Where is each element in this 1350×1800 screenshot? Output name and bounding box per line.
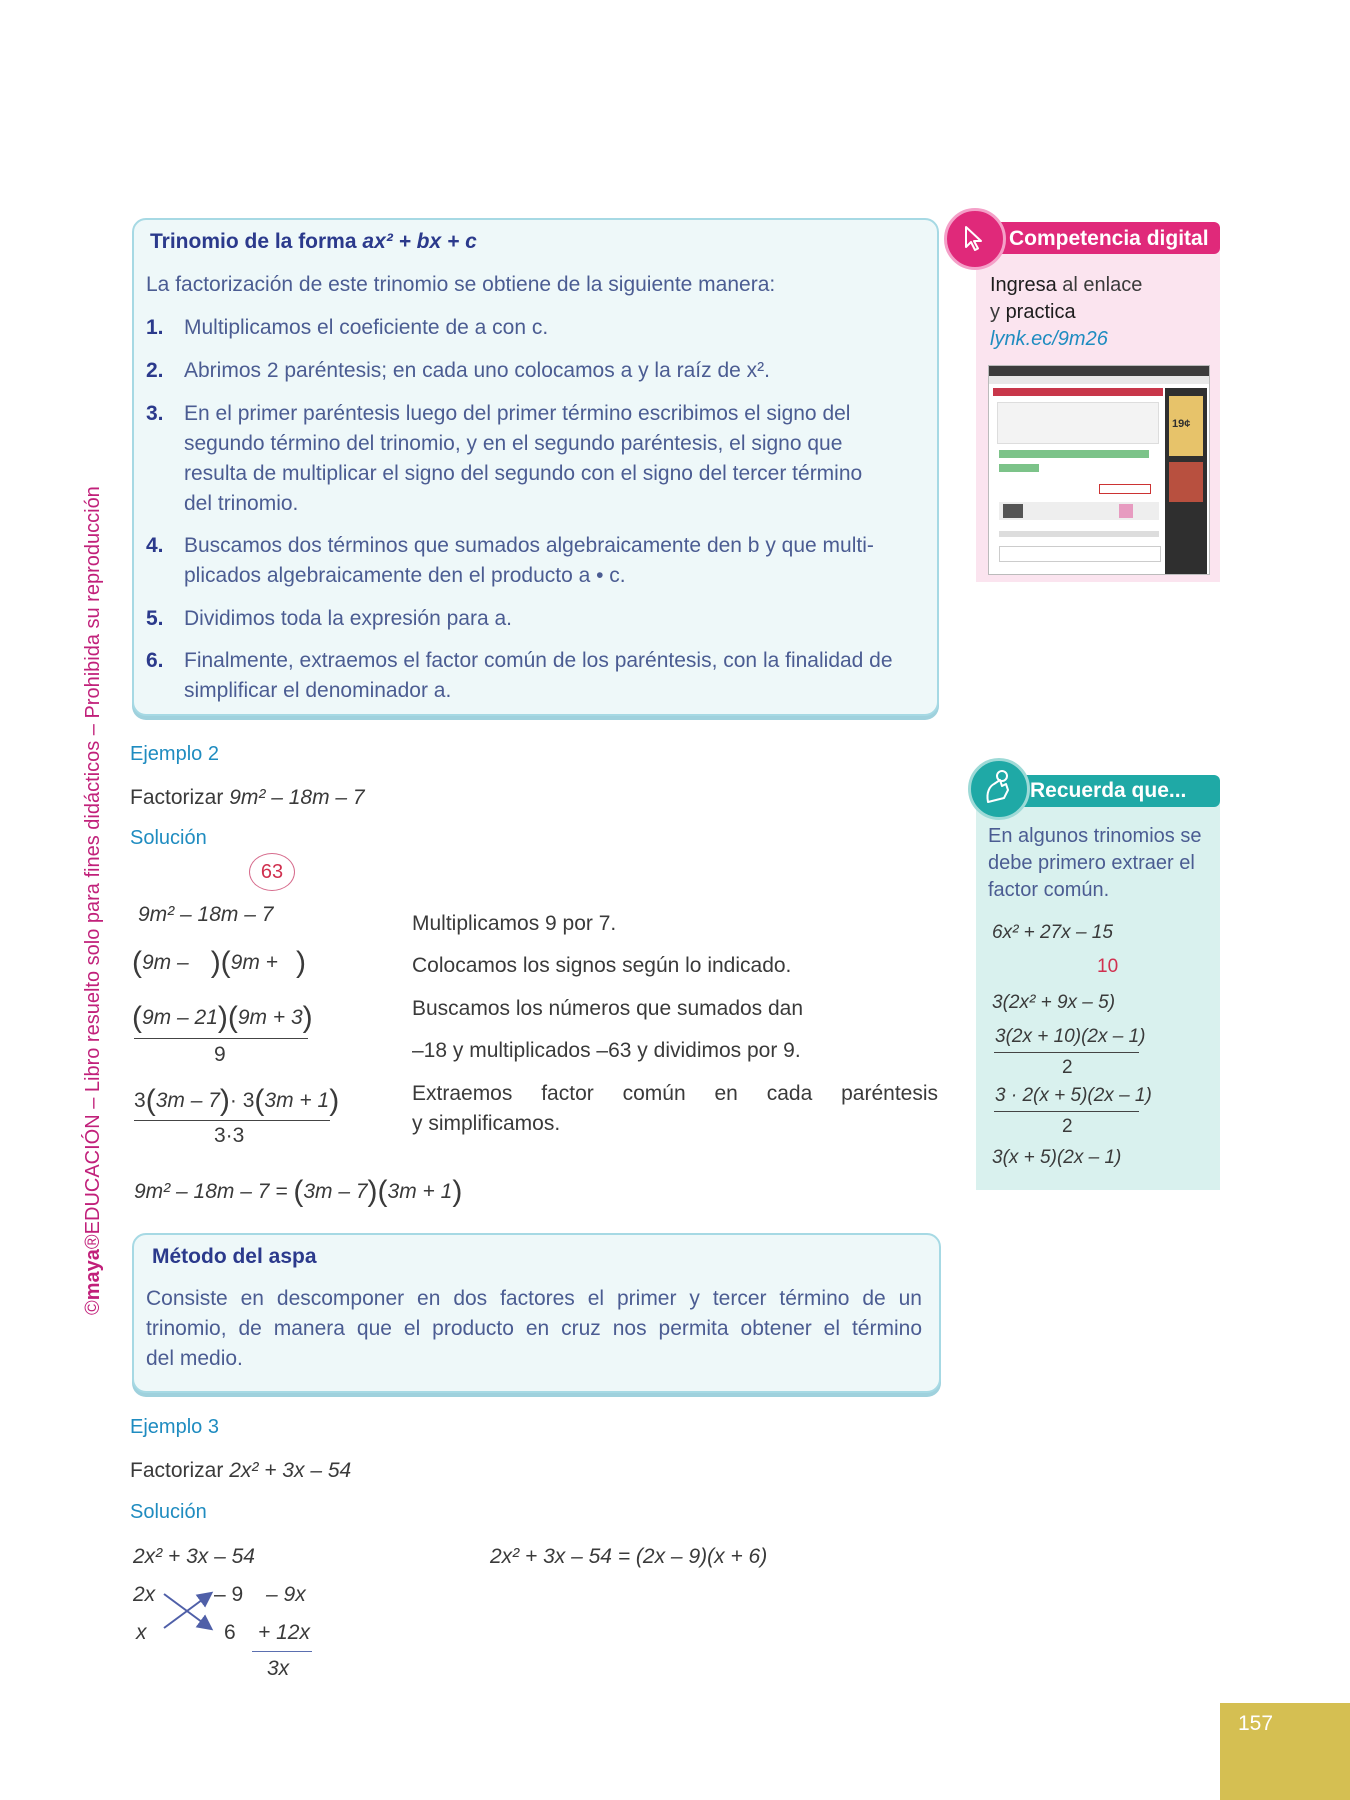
trinomio-step-5 (146, 604, 926, 634)
explanation-3: Buscamos los números que sumados dan (412, 997, 804, 1020)
factor-one: 3m – 7 (155, 1089, 220, 1112)
practica-word: practica (1005, 301, 1076, 323)
page-number: 157 (1238, 1712, 1274, 1735)
copyright-symbol: © (82, 1300, 104, 1315)
step-number: 1. (146, 316, 164, 339)
recuerda-expr-3-bar (994, 1052, 1139, 1053)
result-factor-one: 3m – 7 (303, 1180, 368, 1203)
trinomio-step-4 (146, 531, 926, 591)
reminder-finger-icon (980, 768, 1016, 806)
example2-line1: 9m² – 18m – 7 (138, 903, 274, 926)
factor-coefficient: 3 (134, 1089, 146, 1112)
trinomio-step-6 (146, 646, 936, 706)
aspa-sum: 3x (267, 1657, 290, 1680)
example3-task (130, 1459, 351, 1483)
aspa-row1-left: 2x (133, 1583, 156, 1606)
recuerda-expr-4-numerator: 3 · 2(x + 5)(2x – 1) (995, 1085, 1152, 1106)
step-line: Dividimos toda la expresión para a. (184, 607, 513, 630)
example2-line3-denominator: 9 (214, 1043, 226, 1066)
factor-two: 3m + 1 (264, 1089, 330, 1112)
competencia-line1 (990, 274, 1142, 297)
registered-symbol: ® (82, 1234, 104, 1250)
thumb-ad-image (1169, 462, 1203, 502)
y-text: y (990, 301, 1006, 323)
explanation-4: –18 y multiplicados –63 y dividimos por 9. (412, 1039, 801, 1062)
recuerda-line-2: debe primero extraer el (988, 852, 1195, 874)
example2-line2: (9m – )(9m + ) (132, 946, 306, 979)
step-number: 5. (146, 607, 164, 630)
competencia-header-text: Competencia digital (1009, 227, 1209, 250)
step-number: 2. (146, 359, 164, 382)
recuerda-expr-4-bar (994, 1111, 1139, 1112)
recuerda-expr-1-note: 10 (1097, 956, 1119, 977)
task-label: Factorizar (130, 786, 224, 809)
recuerda-expr-5: 3(x + 5)(2x – 1) (992, 1147, 1122, 1168)
step-line: segundo término del trinomio, y en el segundo paréntesis, el signo que (184, 432, 843, 455)
paren-left-content: 9m – (142, 951, 189, 974)
example2-heading: Ejemplo 2 (130, 743, 219, 765)
aspa-row1-mid: – 9 (214, 1583, 244, 1606)
aspa-row2-mid: 6 (224, 1621, 236, 1644)
example3-heading: Ejemplo 3 (130, 1416, 219, 1438)
thumb-browser-bar (989, 366, 1209, 376)
step-line: Abrimos 2 paréntesis; en cada uno colocamos a y la raíz de x². (184, 359, 770, 382)
example2-solution-label: Solución (130, 827, 207, 849)
thumb-exercise-area (997, 402, 1159, 444)
aspa-row2-left: x (136, 1621, 147, 1644)
example2-result: 9m² – 18m – 7 = (3m – 7)(3m + 1) (134, 1175, 463, 1208)
trinomio-step-2 (146, 356, 926, 386)
thumb-footer-row-2 (999, 546, 1161, 562)
aspa-row2-right: + 12x (258, 1621, 310, 1644)
website-screenshot-thumbnail (988, 365, 1210, 575)
trinomio-step-3 (146, 399, 926, 519)
step-line: simplificar el denominador a. (184, 679, 452, 702)
step-number: 6. (146, 649, 164, 672)
trinomio-step-1 (146, 313, 926, 343)
example3-solution-label: Solución (130, 1501, 207, 1523)
thumb-title-bar (993, 388, 1163, 396)
step-line: del trinomio. (184, 492, 299, 515)
cursor-icon (962, 224, 988, 252)
thumb-answer-row (999, 450, 1149, 458)
example3-expression: 2x² + 3x – 54 (133, 1545, 255, 1568)
step-line: En el primer paréntesis luego del primer término escribimos el signo del (184, 402, 851, 425)
explanation-2: Colocamos los signos según lo indicado. (412, 954, 792, 977)
result-left: 9m² – 18m – 7 = (134, 1180, 288, 1203)
thumb-product-1 (1003, 504, 1023, 518)
thumb-address-bar (989, 376, 1209, 384)
circled-63 (249, 853, 295, 891)
recuerda-expr-4-denominator: 2 (1062, 1116, 1073, 1137)
trinomio-intro: La factorización de este trinomio se obtiene de la siguiente manera: (146, 273, 776, 296)
task-label: Factorizar (130, 1459, 224, 1482)
aspa-row1-right: – 9x (266, 1583, 306, 1606)
step-line: Buscamos dos términos que sumados algebraicamente den b y que multi- (184, 534, 874, 557)
explanation-6: y simplificamos. (412, 1112, 561, 1135)
step-number: 4. (146, 534, 164, 557)
example2-line4-numerator: 3(3m – 7)· 3(3m + 1) (134, 1084, 340, 1117)
example3-result: 2x² + 3x – 54 = (2x – 9)(x + 6) (490, 1545, 768, 1568)
factor-left: 9m – 21 (142, 1006, 218, 1029)
paren-right-content: 9m + (230, 951, 278, 974)
competencia-line2 (990, 301, 1076, 324)
example2-line4-fraction-bar (134, 1120, 330, 1121)
ingresa-word: Ingresa (990, 274, 1057, 296)
step-line: Finalmente, extraemos el factor común de los paréntesis, con la finalidad de (184, 649, 893, 672)
example2-task (130, 786, 365, 810)
aspa-line-2: trinomio, de manera que el producto en cruz nos permita obtener el término (146, 1317, 922, 1340)
circled-number: 63 (260, 861, 284, 883)
recuerda-line-3: factor común. (988, 879, 1110, 901)
trinomio-title-prefix: Trinomio de la forma (150, 230, 357, 253)
recuerda-header-text: Recuerda que... (1030, 779, 1187, 802)
aspa-cross-arrows (158, 1586, 218, 1636)
step-line: Multiplicamos el coeficiente de a con c. (184, 316, 549, 339)
aspa-title: Método del aspa (152, 1245, 317, 1268)
example2-line3-numerator: (9m – 21)(9m + 3) (132, 1001, 313, 1034)
factor-right: 9m + 3 (237, 1006, 303, 1029)
task-expression: 2x² + 3x – 54 (229, 1459, 352, 1482)
thumb-product-strip (999, 502, 1159, 520)
recuerda-line-1: En algunos trinomios se (988, 825, 1202, 847)
explanation-1: Multiplicamos 9 por 7. (412, 912, 617, 935)
aspa-sum-bar (252, 1651, 312, 1652)
trinomio-title-formula: ax² + bx + c (362, 230, 477, 253)
competencia-link[interactable]: lynk.ec/9m26 (990, 328, 1108, 350)
thumb-product-2 (1119, 504, 1133, 518)
brand-name: maya (82, 1249, 104, 1301)
recuerda-expr-1: 6x² + 27x – 15 (992, 922, 1113, 943)
example2-line3-fraction-bar (134, 1038, 308, 1039)
step-number: 3. (146, 402, 164, 425)
task-expression: 9m² – 18m – 7 (229, 786, 365, 809)
recuerda-expr-3-denominator: 2 (1062, 1057, 1073, 1078)
recuerda-expr-3-numerator: 3(2x + 10)(2x – 1) (995, 1026, 1146, 1047)
recuerda-expr-2: 3(2x² + 9x – 5) (992, 992, 1116, 1013)
side-copyright-text (82, 486, 105, 1315)
al-enlace-text: al enlace (1056, 274, 1143, 296)
side-text-rest: EDUCACIÓN – Libro resuelto solo para fines didácticos – Prohibida su reproducción (82, 486, 104, 1235)
aspa-line-1: Consiste en descomponer en dos factores el primer y tercer término de un (146, 1287, 922, 1310)
thumb-footer-row (999, 531, 1159, 537)
step-line: resulta de multiplicar el signo del segundo con el signo del tercer término (184, 462, 863, 485)
explanation-5: Extraemos factor común en cada paréntesis (412, 1082, 938, 1105)
step-line: plicados algebraicamente den el producto a • c. (184, 564, 626, 587)
result-factor-two: 3m + 1 (387, 1180, 453, 1203)
factor-dot-coefficient: · 3 (229, 1089, 255, 1112)
aspa-line-3: del medio. (146, 1347, 243, 1370)
example2-line4-denominator: 3·3 (214, 1124, 245, 1147)
thumb-input-box (1099, 484, 1151, 494)
thumb-answer-row-2 (999, 464, 1039, 472)
thumb-ad-price: 19¢ (1172, 418, 1191, 430)
trinomio-title (150, 230, 477, 254)
